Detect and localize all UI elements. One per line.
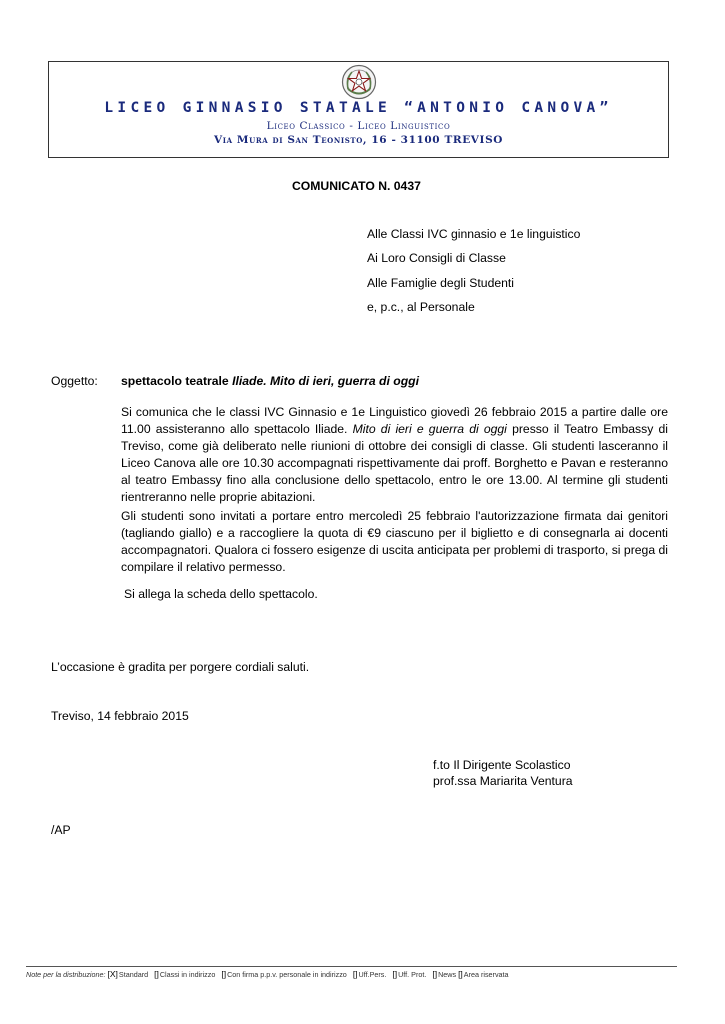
distribution-checkbox: []	[392, 969, 398, 979]
recipient-line: Alle Classi IVC ginnasio e 1e linguistico	[367, 227, 581, 241]
distribution-item: Classi in indirizzo	[159, 970, 216, 979]
body-paragraph-1	[121, 404, 668, 506]
initials: /AP	[51, 823, 71, 837]
p1-part-b: presso il Teatro Embassy di Treviso, come già deliberato nelle riunioni di ottobre dei consigli di classe. Gli studenti lasceranno il Liceo Canova alle ore 10.30 accompagnati rispettivamente dai proff. Borghetto e Pavan e resteranno al teatro Embassy fino alla conclusione dello spettacolo, entro le ore 13.00. Al termine gli studenti rientreranno nelle proprie abitazioni.	[121, 422, 668, 504]
body-paragraph-2: Gli studenti sono invitati a portare entro mercoledì 25 febbraio l'autorizzazione firmata dai genitori (tagliando giallo) e a raccogliere la quota di €9 ciascuno per il biglietto e di consegnarla ai docenti accompagnatori. Qualora ci fossero esigenze di uscita anticipata per problemi di trasporto, si prega di compilare il relativo permesso.	[121, 509, 668, 574]
distribution-item: Uff.Pers.	[358, 970, 387, 979]
school-address: Via Mura di San Teonisto, 16 - 31100 TREVISO	[214, 134, 503, 146]
distribution-item: Standard	[118, 970, 149, 979]
p1-italic-title: Mito di ieri e guerra di oggi	[352, 422, 507, 436]
distribution-note-label: Note per la distribuzione:	[26, 970, 106, 979]
italian-republic-emblem-icon	[340, 63, 378, 101]
signature-title: f.to Il Dirigente Scolastico	[433, 758, 571, 772]
distribution-checkbox: []	[154, 969, 159, 979]
distribution-item: News	[438, 970, 457, 979]
signature-name: prof.ssa Mariarita Ventura	[433, 774, 573, 788]
distribution-checkbox: []	[432, 969, 438, 979]
distribution-item: Uff. Prot.	[398, 970, 427, 979]
distribution-checkbox: []	[458, 969, 463, 979]
p1-part-a: Si comunica che le classi IVC Ginnasio e 1e Linguistico giovedì 26 febbraio 2015 a partire dalle ore 11.00 assisteranno allo spettacolo Iliade.	[121, 405, 668, 436]
recipient-line: Alle Famiglie degli Studenti	[367, 276, 515, 290]
distribution-item: Area riservata	[463, 970, 509, 979]
distribution-notes	[26, 969, 513, 979]
footer-divider	[26, 966, 677, 967]
body-paragraph-3: Si allega la scheda dello spettacolo.	[124, 587, 318, 601]
closing-greeting: L’occasione è gradita per porgere cordiali saluti.	[51, 660, 310, 674]
distribution-checkbox: [X]	[107, 969, 118, 979]
subject-label: Oggetto:	[51, 374, 98, 388]
recipient-line: e, p.c., al Personale	[367, 300, 475, 314]
distribution-item: Con firma p.p.v. personale in indirizzo	[227, 970, 347, 979]
subject-line	[121, 373, 419, 390]
school-name: LICEO GINNASIO STATALE “ANTONIO CANOVA”	[104, 100, 613, 116]
subject-prefix: spettacolo teatrale	[121, 374, 233, 388]
place-date: Treviso, 14 febbraio 2015	[51, 709, 189, 723]
communique-number: COMUNICATO N. 0437	[292, 179, 421, 193]
subject-title: Iliade. Mito di ieri, guerra di oggi	[232, 374, 419, 388]
distribution-checkbox: []	[221, 969, 227, 979]
school-subtitle: Liceo Classico - Liceo Linguistico	[266, 120, 451, 132]
recipient-line: Ai Loro Consigli di Classe	[367, 251, 506, 265]
letterhead	[48, 61, 669, 158]
distribution-checkbox: []	[352, 969, 358, 979]
